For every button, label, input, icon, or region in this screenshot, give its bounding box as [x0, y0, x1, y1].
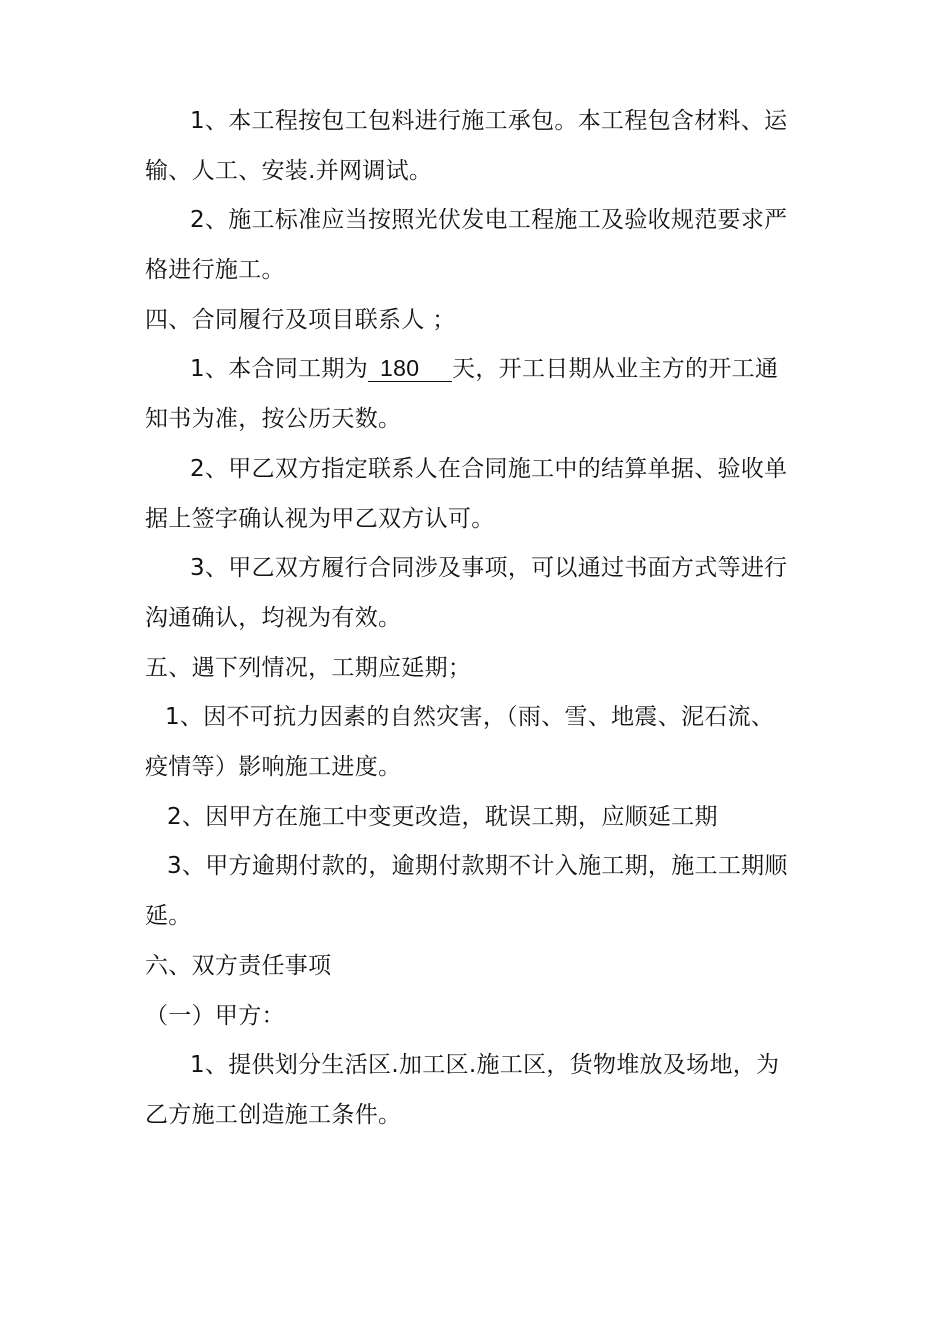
- paragraph-line: [190, 354, 778, 384]
- line-text-before: 1、本合同工期为: [190, 356, 369, 382]
- subsection-heading: （一）甲方：: [145, 1003, 285, 1029]
- paragraph-line: 1、因不可抗力因素的自然灾害，（雨、雪、地震、泥石流、: [165, 704, 775, 730]
- section-heading: 四、合同履行及项目联系人 ；: [145, 307, 456, 333]
- paragraph-line: 知书为准，按公历天数。: [145, 406, 402, 432]
- line-text-after: 天，开工日期从业主方的开工通: [452, 356, 779, 382]
- paragraph-line: 据上签字确认视为甲乙双方认可。: [145, 506, 495, 532]
- section-heading: 五、遇下列情况，工期应延期；: [145, 655, 472, 681]
- paragraph-line: 2、施工标准应当按照光伏发电工程施工及验收规范要求严: [190, 207, 788, 233]
- paragraph-line: 乙方施工创造施工条件。: [145, 1102, 402, 1128]
- paragraph-line: 格进行施工。: [145, 257, 285, 283]
- paragraph-line: 2、甲乙双方指定联系人在合同施工中的结算单据、验收单: [190, 456, 788, 482]
- paragraph-line: 3、甲乙双方履行合同涉及事项，可以通过书面方式等进行: [190, 555, 788, 581]
- paragraph-line: 延。: [145, 903, 192, 929]
- paragraph-line: 1、提供划分生活区.加工区.施工区，货物堆放及场地，为: [190, 1052, 780, 1078]
- paragraph-line: 输、人工、安装.并网调试。: [145, 158, 433, 184]
- paragraph-line: 3、甲方逾期付款的，逾期付款期不计入施工期，施工工期顺: [167, 853, 788, 879]
- paragraph-line: 沟通确认，均视为有效。: [145, 605, 402, 631]
- contract-period-days: 180: [368, 355, 452, 382]
- section-heading: 六、双方责任事项: [145, 953, 332, 979]
- paragraph-line: 2、因甲方在施工中变更改造，耽误工期，应顺延工期: [167, 804, 718, 830]
- paragraph-line: 疫情等）影响施工进度。: [145, 754, 402, 780]
- paragraph-line: 1、本工程按包工包料进行施工承包。本工程包含材料、运: [190, 108, 788, 134]
